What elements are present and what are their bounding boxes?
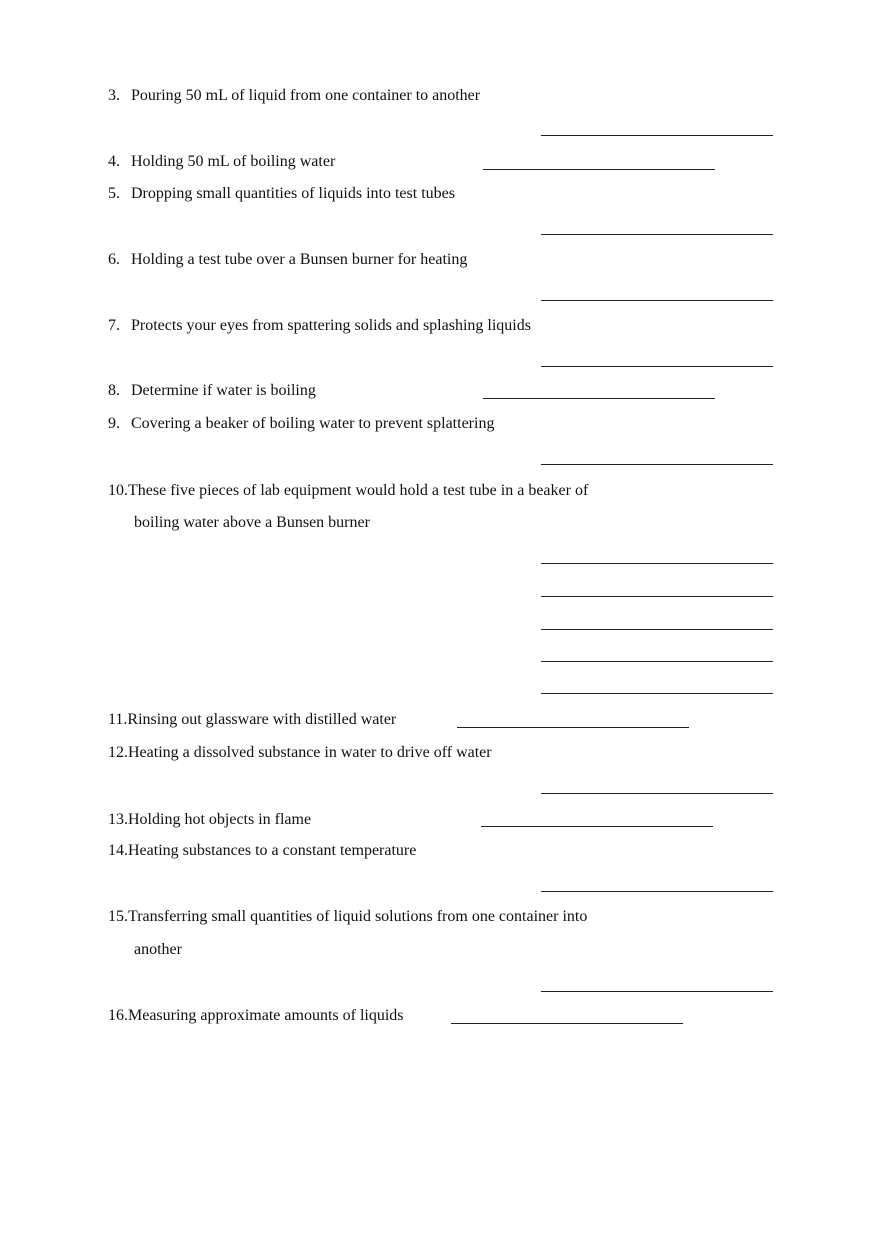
answer-line-8[interactable] <box>483 398 715 399</box>
question-4 <box>108 152 335 172</box>
question-16 <box>108 1006 404 1026</box>
question-number: 8. <box>108 382 120 399</box>
answer-line-5[interactable] <box>541 234 773 235</box>
answer-line-10e[interactable] <box>541 693 773 694</box>
answer-line-14[interactable] <box>541 891 773 892</box>
question-text: Heating substances to a constant temperature <box>128 842 417 859</box>
answer-line-15[interactable] <box>541 991 773 992</box>
question-number: 15. <box>108 908 128 925</box>
question-number: 13. <box>108 811 128 828</box>
answer-line-4[interactable] <box>483 169 715 170</box>
answer-line-11[interactable] <box>457 727 689 728</box>
question-text: Holding 50 mL of boiling water <box>131 153 336 170</box>
question-text: These five pieces of lab equipment would hold a test tube in a beaker of <box>128 482 589 499</box>
question-number: 6. <box>108 251 120 268</box>
question-7 <box>108 316 531 336</box>
question-number: 4. <box>108 153 120 170</box>
question-number: 12. <box>108 744 128 761</box>
question-10 <box>108 481 588 501</box>
question-12 <box>108 743 492 763</box>
question-text: Covering a beaker of boiling water to prevent splattering <box>131 415 495 432</box>
answer-line-3[interactable] <box>541 135 773 136</box>
question-number: 3. <box>108 87 120 104</box>
question-6 <box>108 250 467 270</box>
answer-line-9[interactable] <box>541 464 773 465</box>
answer-line-10c[interactable] <box>541 629 773 630</box>
answer-line-10d[interactable] <box>541 661 773 662</box>
question-10-continuation: boiling water above a Bunsen burner <box>134 514 370 531</box>
question-11 <box>108 710 396 730</box>
answer-line-12[interactable] <box>541 793 773 794</box>
question-number: 10. <box>108 482 128 499</box>
question-number: 14. <box>108 842 128 859</box>
question-5 <box>108 184 455 204</box>
question-text: Holding a test tube over a Bunsen burner for heating <box>131 251 468 268</box>
question-text: Protects your eyes from spattering solids and splashing liquids <box>131 317 531 334</box>
answer-line-16[interactable] <box>451 1023 683 1024</box>
question-text: Transferring small quantities of liquid solutions from one container into <box>128 908 588 925</box>
question-text: Pouring 50 mL of liquid from one container to another <box>131 87 481 104</box>
question-text: Measuring approximate amounts of liquids <box>128 1007 404 1024</box>
answer-line-7[interactable] <box>541 366 773 367</box>
question-text: Rinsing out glassware with distilled water <box>127 711 397 728</box>
question-9 <box>108 414 494 434</box>
question-8 <box>108 381 316 401</box>
answer-line-10b[interactable] <box>541 596 773 597</box>
question-text: Dropping small quantities of liquids into test tubes <box>131 185 455 202</box>
question-text: Determine if water is boiling <box>131 382 316 399</box>
question-number: 11. <box>108 711 128 728</box>
question-number: 9. <box>108 415 120 432</box>
answer-line-6[interactable] <box>541 300 773 301</box>
question-text: Holding hot objects in flame <box>128 811 312 828</box>
question-14 <box>108 841 416 861</box>
question-13 <box>108 810 311 830</box>
answer-line-13[interactable] <box>481 826 713 827</box>
question-text: Heating a dissolved substance in water to drive off water <box>128 744 492 761</box>
question-15 <box>108 907 587 927</box>
question-15-continuation: another <box>134 941 182 958</box>
question-3 <box>108 86 480 106</box>
question-number: 5. <box>108 185 120 202</box>
question-number: 16. <box>108 1007 128 1024</box>
answer-line-10a[interactable] <box>541 563 773 564</box>
question-number: 7. <box>108 317 120 334</box>
